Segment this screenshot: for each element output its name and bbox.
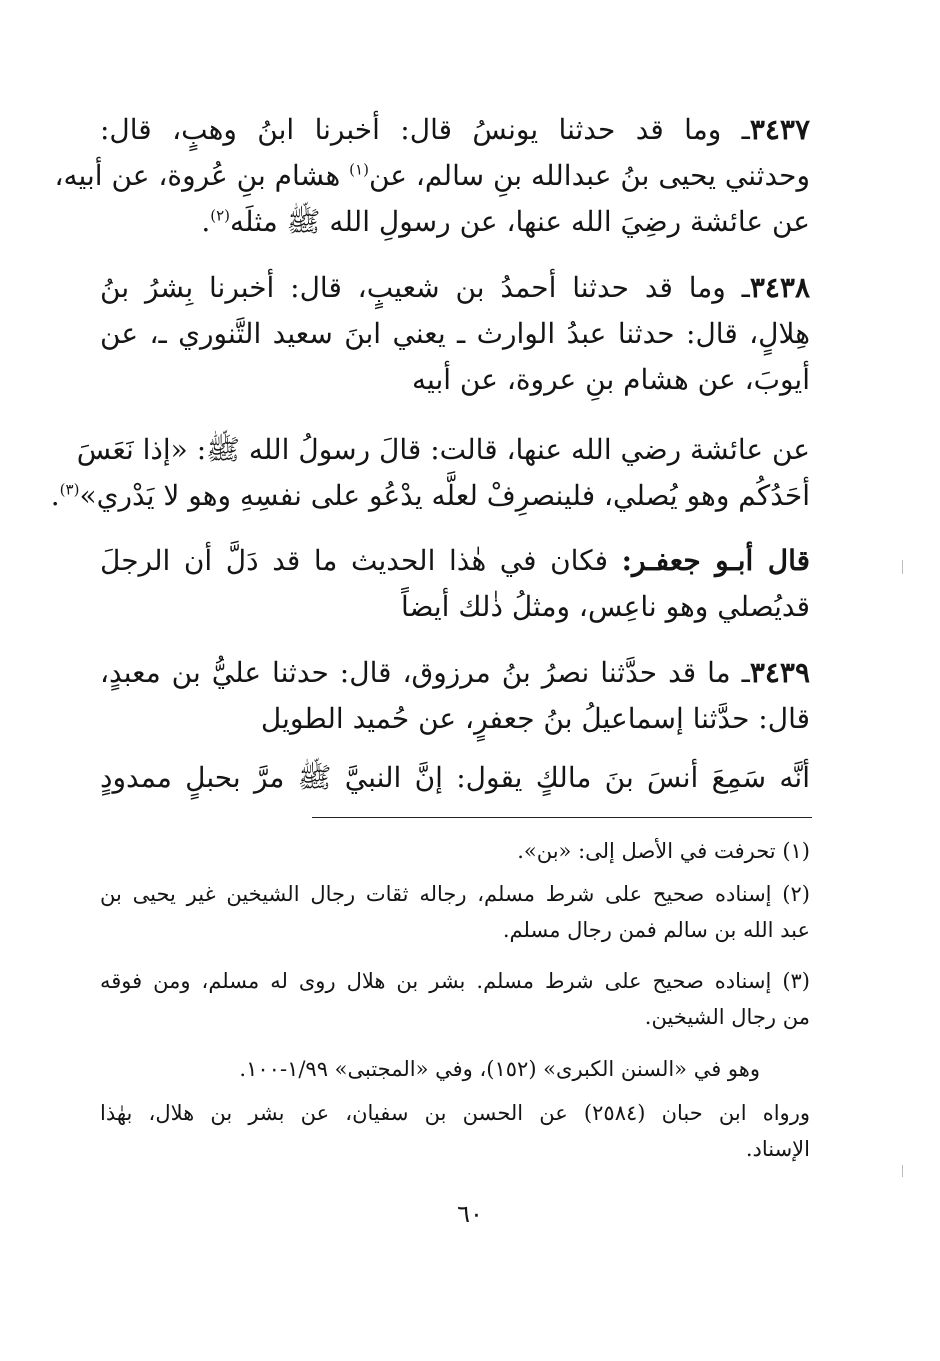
matn-line-2: أحَدُكُم وهو يُصلي، فلينصرِفْ لعلَّه يدْعُو على نفسِهِ وهو لا يَدْري»$^{(٣)}$. [50,479,810,512]
commentary-label: قال أبـو جعفـر: [621,544,811,577]
footnote-separator [312,817,812,818]
hadith-3437-line-2: وحدثني يحيى بنُ عبدالله بنِ سالم، عن$^{(١)}$ هشام بنِ عُروة، عن أبيه، [54,159,810,192]
hadith-number: ٣٤٣٩ [749,656,810,689]
footnote-line: وهو في «السنن الكبرى» (١٥٢)، وفي «المجتبى» ١/٩٩-١٠٠. [239,1057,760,1081]
hadith-3439 [100,650,810,742]
footnote-3-continued [100,1051,810,1087]
footnote-line: عبد الله بن سالم فمن رجال مسلم. [502,918,810,942]
footnote-line: (٢) إسناده صحيح على شرط مسلم، رجاله ثقات رجال الشيخين غير يحيى بن [100,882,810,906]
scan-mark [902,1165,903,1177]
hadith-3438-line-1: ٣٤٣٨ـ وما قد حدثنا أحمدُ بن شعيبٍ، قال: أخبرنا بِشرُ بنُ [100,271,810,304]
hadith-3439-line-3: أنَّه سَمِعَ أنسَ بنَ مالكٍ يقول: إنَّ النبيَّ ﷺ مرَّ بحبلٍ ممدودٍ [100,761,811,794]
footnote-ref: (٣) [59,480,80,499]
hadith-3438-line-2: هِلالٍ، قال: حدثنا عبدُ الوارث ـ يعني ابنَ سعيد التَّنوري ـ، عن [100,317,810,350]
footnote-2 [100,876,810,948]
hadith-3437-line-3: عن عائشة رضِيَ الله عنها، عن رسولِ الله ﷺ مثلَه$^{(٢)}$. [201,205,810,238]
commentary-line-1: قال أبـو جعفـر: فكان في هٰذا الحديث ما قد دَلَّ أن الرجلَ [100,544,811,577]
hadith-3438-matn [50,427,810,519]
footnote-ref: (١) [349,160,369,179]
hadith-3439-line-2: قال: حدَّثنا إسماعيلُ بنُ جعفرٍ، عن حُميد الطويل [260,702,810,735]
footnote-line: (٣) إسناده صحيح على شرط مسلم. بشر بن هلال روى له مسلم، ومن فوقه [100,969,810,993]
hadith-number: ٣٤٣٨ [749,271,810,304]
footnote-3-continued [100,1095,810,1167]
matn-line-1: عن عائشة رضي الله عنها، قالت: قالَ رسولُ الله ﷺ: «إذا نَعَسَ [76,433,810,466]
footnote-ref: (٢) [210,206,231,225]
commentary-line-2: قديُصلي وهو ناعِس، ومثلُ ذٰلك أيضاً [401,590,810,623]
hadith-3438-line-3: أيوبَ، عن هشام بنِ عروة، عن أبيه [411,363,810,396]
footnote-3 [100,963,810,1035]
hadith-3438 [100,265,810,403]
hadith-3437-line-1: ٣٤٣٧ـ وما قد حدثنا يونسُ قال: أخبرنا ابنُ وهبٍ، قال: [100,113,810,146]
footnote-line: (١) تحرفت في الأصل إلى: «بن». [517,839,810,863]
footnote-1 [100,833,810,869]
footnote-line: من رجال الشيخين. [644,1005,810,1029]
footnote-line: ورواه ابن حبان (٢٥٨٤) عن الحسن بن سفيان، عن بشر بن هلال، بهٰذا [100,1101,810,1125]
hadith-3439-matn [100,755,810,801]
hadith-3437 [54,107,810,245]
footnote-line: الإسناد. [745,1137,810,1161]
hadith-3439-line-1: ٣٤٣٩ـ ما قد حدَّثنا نصرُ بنُ مرزوق، قال: حدثنا عليُّ بن معبدٍ، [100,656,810,689]
hadith-number: ٣٤٣٧ [749,113,810,146]
scan-mark [902,560,903,574]
commentary [100,538,810,630]
page-number: ٦٠ [457,1200,483,1228]
